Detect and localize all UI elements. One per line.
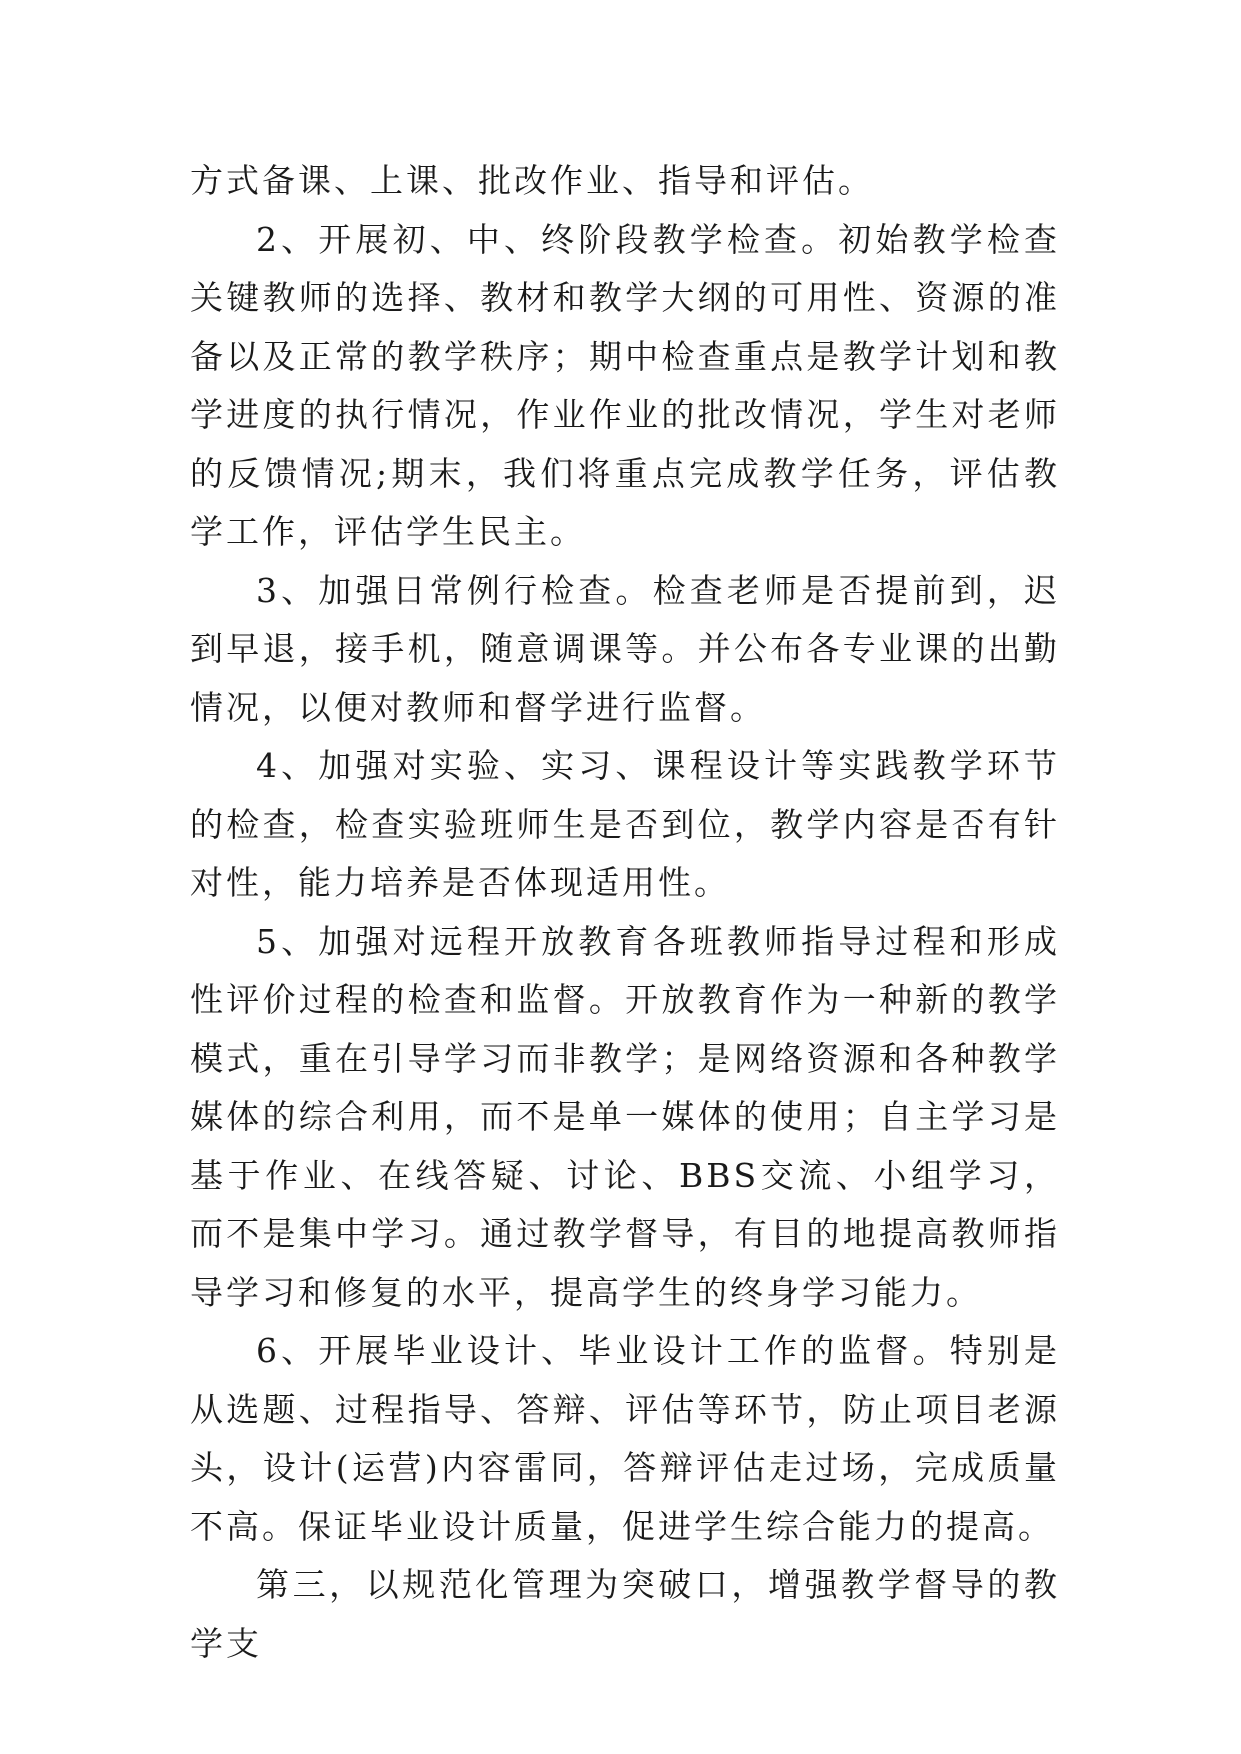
paragraph-4: 4、加强对实验、实习、课程设计等实践教学环节的检查，检查实验班师生是否到位，教学内容是否有针对性，能力培养是否体现适用性。 <box>190 746 1060 902</box>
paragraph-5: 5、加强对远程开放教育各班教师指导过程和形成性评价过程的检查和监督。开放教育作为一种新的教学模式，重在引导学习而非教学；是网络资源和各种教学媒体的综合利用，而不是单一媒体的使用；自主学习是基于作业、在线答疑、讨论、BBS交流、小组学习，而不是集中学习。通过教学督导，有目的地提高教师指导学习和修复的水平，提高学生的终身学习能力。 <box>190 921 1060 1312</box>
document-body <box>190 152 1060 1673</box>
paragraph-7: 第三，以规范化管理为突破口，增强教学督导的教学支 <box>190 1565 1060 1663</box>
paragraph-3: 3、加强日常例行检查。检查老师是否提前到，迟到早退，接手机，随意调课等。并公布各专业课的出勤情况，以便对教师和督学进行监督。 <box>190 570 1060 727</box>
paragraph-1: 方式备课、上课、批改作业、指导和评估。 <box>190 161 874 200</box>
paragraph-6: 6、开展毕业设计、毕业设计工作的监督。特别是从选题、过程指导、答辩、评估等环节，防止项目老源头，设计(运营)内容雷同，答辩评估走过场，完成质量不高。保证毕业设计质量，促进学生综合能力的提高。 <box>190 1331 1060 1546</box>
paragraph-2: 2、开展初、中、终阶段教学检查。初始教学检查关键教师的选择、教材和教学大纲的可用性、资源的准备以及正常的教学秩序；期中检查重点是教学计划和教学进度的执行情况，作业作业的批改情况，学生对老师的反馈情况;期末，我们将重点完成教学任务，评估教学工作，评估学生民主。 <box>190 219 1060 551</box>
